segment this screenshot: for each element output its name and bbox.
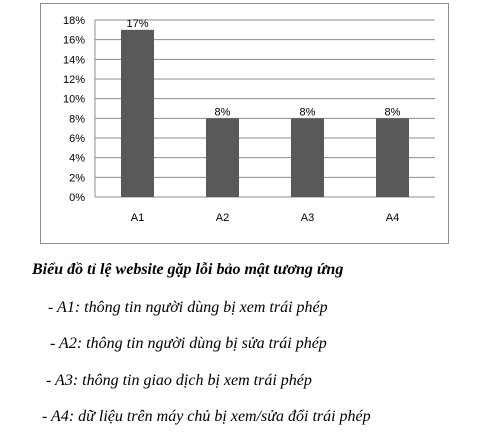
y-tick-label: 10%: [62, 93, 85, 106]
chart-frame: [40, 3, 449, 244]
x-tick-label: A2: [215, 212, 230, 224]
x-tick-label: A3: [300, 212, 315, 224]
y-tick-label: 12%: [62, 74, 85, 86]
bar-a4: [376, 118, 409, 197]
legend-item-a1: - A1: thông tin người dùng bị xem trái phép: [48, 299, 328, 316]
bar-a1: [121, 30, 154, 197]
bar-a3: [291, 118, 324, 197]
chart-caption: Biểu đồ tỉ lệ website gặp lỗi bảo mật tương ứng: [32, 261, 344, 278]
bar-chart: [41, 4, 450, 245]
y-tick-label: 6%: [69, 133, 85, 145]
y-tick-label: 8%: [69, 113, 85, 126]
y-tick-label: 0%: [69, 192, 85, 204]
legend-item-a4: - A4: dữ liệu trên máy chủ bị xem/sửa đổi trái phép: [42, 408, 371, 425]
data-label: 8%: [299, 106, 316, 119]
legend-item-a2: - A2: thông tin người dùng bị sửa trái phép: [50, 335, 327, 352]
bar-a2: [206, 118, 239, 197]
data-label: 8%: [214, 106, 231, 119]
x-tick-label: A1: [130, 212, 145, 224]
y-tick-label: 14%: [62, 54, 85, 67]
y-tick-label: 16%: [62, 34, 85, 47]
y-tick-label: 2%: [69, 172, 85, 185]
x-tick-label: A4: [385, 212, 400, 224]
y-tick-label: 4%: [69, 152, 85, 165]
data-label: 8%: [384, 106, 401, 119]
data-label: 17%: [126, 17, 149, 30]
y-tick-label: 18%: [62, 15, 85, 27]
legend-item-a3: - A3: thông tin giao dịch bị xem trái phép: [46, 372, 312, 389]
